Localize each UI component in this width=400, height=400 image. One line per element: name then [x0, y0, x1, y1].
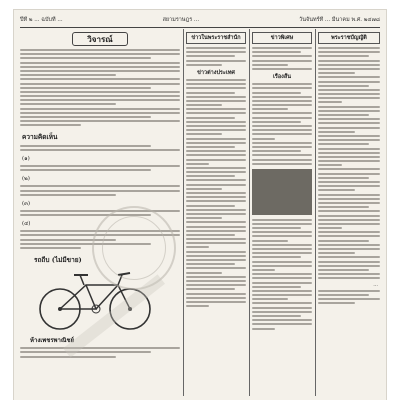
- text-line: [252, 108, 288, 110]
- text-line: [186, 284, 246, 286]
- text-line: [20, 53, 180, 55]
- opinion-title: ความคิดเห็น: [22, 133, 58, 142]
- text-line: [318, 181, 380, 183]
- text-line: [318, 215, 380, 217]
- column-divider: [315, 29, 316, 396]
- text-line: [186, 267, 246, 269]
- text-line: [186, 79, 246, 81]
- text-line: [318, 168, 380, 170]
- masthead-right: วันจันทร์ที่ ... มีนาคม พ.ศ. ๒๔๗๘: [299, 17, 380, 23]
- text-line: [252, 231, 312, 233]
- text-line: [252, 163, 312, 165]
- text-line: [318, 173, 380, 175]
- text-line: [186, 276, 246, 278]
- newspaper-page: [14, 10, 386, 400]
- text-line: [252, 311, 312, 313]
- text-line: [20, 57, 151, 59]
- text-line: [252, 261, 312, 263]
- text-line: [186, 221, 246, 223]
- text-line: [20, 356, 116, 358]
- text-line: [252, 159, 312, 161]
- text-line: [186, 301, 246, 303]
- text-line: [252, 154, 312, 156]
- text-line: [318, 177, 369, 179]
- text-line: [186, 196, 246, 198]
- text-line: [186, 55, 235, 57]
- text-line: [318, 160, 380, 162]
- text-line: [252, 273, 312, 275]
- masthead-center: สยามราษฎร ...: [162, 17, 200, 23]
- opinion-item-label: (๑): [22, 155, 30, 162]
- text-line: [186, 142, 246, 144]
- text-line: [186, 138, 246, 140]
- text-line: [20, 124, 81, 126]
- column-divider: [249, 29, 250, 396]
- text-line: [20, 165, 180, 167]
- text-line: [20, 347, 180, 349]
- text-line: [20, 108, 180, 110]
- text-line: [252, 96, 312, 98]
- text-line: [318, 89, 380, 91]
- text-line: [252, 307, 312, 309]
- column-c-text-lower: [252, 219, 312, 330]
- text-line: [318, 143, 369, 145]
- text-line: [318, 206, 369, 208]
- text-line: [186, 146, 235, 148]
- text-line: [252, 129, 312, 131]
- text-line: [318, 210, 380, 212]
- text-line: [318, 277, 380, 279]
- text-line: [318, 131, 355, 133]
- text-line: [318, 265, 380, 267]
- text-line: [186, 167, 246, 169]
- text-line: [252, 277, 312, 279]
- text-line: [252, 235, 312, 237]
- text-line: [252, 55, 312, 57]
- text-line: [20, 78, 180, 80]
- text-line: [318, 55, 369, 57]
- text-line: [318, 194, 380, 196]
- text-line: [318, 152, 380, 154]
- text-line: [318, 202, 380, 204]
- column-b-sub-title: ข่าวต่างประเทศ: [197, 69, 235, 76]
- text-line: [318, 244, 380, 246]
- text-line: [318, 139, 380, 141]
- text-line: [20, 74, 116, 76]
- column-d-box-title: พระราชบัญญัติ: [318, 32, 380, 44]
- text-line: [20, 120, 180, 122]
- text-line: [252, 269, 275, 271]
- text-line: [318, 101, 342, 103]
- text-line: [252, 286, 301, 288]
- text-line: [252, 68, 312, 70]
- text-line: [252, 112, 312, 114]
- text-line: [318, 290, 380, 292]
- text-line: [318, 51, 380, 53]
- text-line: [186, 305, 209, 307]
- text-line: [318, 118, 380, 120]
- text-line: [20, 99, 180, 101]
- text-line: [20, 247, 81, 249]
- text-line: [318, 189, 355, 191]
- text-line: [252, 319, 312, 321]
- text-line: [318, 47, 380, 49]
- text-line: [318, 156, 380, 158]
- text-line: [318, 81, 380, 83]
- text-line: [252, 315, 301, 317]
- opinion-item-label: (๓): [22, 200, 31, 207]
- text-line: [186, 234, 235, 236]
- text-line: [186, 293, 246, 295]
- text-line: [20, 145, 151, 147]
- text-line: [186, 121, 246, 123]
- text-line: [318, 240, 369, 242]
- text-line: [318, 106, 380, 108]
- text-line: [186, 272, 222, 274]
- text-line: [186, 96, 246, 98]
- text-line: [318, 72, 355, 74]
- text-line: [318, 198, 380, 200]
- text-line: [20, 95, 180, 97]
- text-line: [318, 298, 380, 300]
- text-line: [20, 62, 180, 64]
- text-line: [252, 240, 288, 242]
- column-c: [252, 30, 312, 396]
- text-line: [318, 93, 380, 95]
- text-line: [318, 127, 380, 129]
- opinion-item-label: (๒): [22, 176, 30, 183]
- text-line: [186, 83, 246, 85]
- text-line: [252, 294, 312, 296]
- text-line: [20, 66, 180, 68]
- text-line: [252, 328, 275, 330]
- text-line: [252, 125, 312, 127]
- text-line: [186, 259, 246, 261]
- text-line: [186, 188, 222, 190]
- text-line: [20, 169, 151, 171]
- text-line: [186, 238, 246, 240]
- text-line: [186, 163, 209, 165]
- text-line: [186, 129, 246, 131]
- text-line: [20, 194, 116, 196]
- text-line: [186, 108, 246, 110]
- text-line: [252, 104, 312, 106]
- text-line: [318, 122, 380, 124]
- text-line: [252, 146, 312, 148]
- text-line: [186, 209, 246, 211]
- text-line: [252, 252, 312, 254]
- editorial-title: วิจารณ์: [72, 32, 128, 46]
- text-line: [252, 121, 301, 123]
- text-line: [318, 219, 380, 221]
- text-line: [318, 114, 369, 116]
- text-line: [186, 92, 235, 94]
- text-line: [318, 148, 380, 150]
- text-line: [252, 219, 312, 221]
- text-line: [186, 150, 246, 152]
- text-line: [20, 190, 180, 192]
- text-line: [186, 133, 222, 135]
- masthead-rule: [20, 27, 380, 28]
- text-line: [186, 242, 246, 244]
- text-line: [186, 100, 246, 102]
- column-c-box-title: ข่าวพิเศษ: [252, 32, 312, 44]
- opinion-item-label: (๔): [22, 221, 31, 228]
- text-line: [20, 351, 151, 353]
- column-d-text: [318, 47, 380, 279]
- text-line: [252, 100, 312, 102]
- text-line: [318, 85, 369, 87]
- text-line: [318, 110, 380, 112]
- column-d: [318, 30, 380, 396]
- text-line: [318, 261, 380, 263]
- bicycle-ad-title: รถถีบ (ไม่มีขาย): [34, 256, 82, 264]
- text-line: [20, 149, 180, 151]
- text-line: [318, 76, 380, 78]
- text-line: [20, 103, 116, 105]
- text-line: [252, 142, 312, 144]
- text-line: [20, 91, 180, 93]
- column-c-text: [252, 83, 312, 165]
- text-line: [186, 230, 246, 232]
- text-line: [252, 117, 312, 119]
- text-line: [252, 47, 312, 49]
- text-line: [20, 70, 180, 72]
- text-line: [318, 235, 380, 237]
- masthead: [20, 13, 380, 27]
- text-line: [318, 135, 380, 137]
- text-line: [186, 297, 246, 299]
- text-line: [186, 171, 246, 173]
- text-line: [186, 226, 246, 228]
- text-line: [252, 265, 312, 267]
- text-line: [186, 112, 246, 114]
- text-line: [20, 83, 180, 85]
- text-line: [186, 288, 235, 290]
- text-line: [318, 273, 380, 275]
- text-line: [186, 255, 246, 257]
- column-d-signature: ...: [373, 281, 378, 288]
- text-line: [20, 185, 180, 187]
- column-b-box-title: ข่าวในพระราชสำนัก: [186, 32, 246, 44]
- text-line: [186, 64, 222, 66]
- text-line: [318, 227, 342, 229]
- text-line: [186, 60, 246, 62]
- text-line: [252, 87, 312, 89]
- text-line: [186, 87, 246, 89]
- text-line: [186, 159, 246, 161]
- text-line: [186, 246, 209, 248]
- text-line: [252, 227, 301, 229]
- text-line: [186, 280, 246, 282]
- text-line: [252, 150, 301, 152]
- text-line: [186, 179, 246, 181]
- text-line: [186, 251, 246, 253]
- text-line: [186, 51, 246, 53]
- text-line: [252, 244, 312, 246]
- text-line: [318, 223, 380, 225]
- text-line: [252, 64, 288, 66]
- text-line: [318, 60, 380, 62]
- text-line: [252, 282, 312, 284]
- text-line: [252, 323, 312, 325]
- text-line: [318, 256, 380, 258]
- text-line: [186, 184, 246, 186]
- text-line: [186, 117, 235, 119]
- text-line: [186, 47, 246, 49]
- text-line: [186, 104, 222, 106]
- text-line: [20, 116, 151, 118]
- text-line: [186, 217, 222, 219]
- text-line: [318, 164, 342, 166]
- text-line: [318, 185, 380, 187]
- text-line: [318, 252, 355, 254]
- text-line: [186, 175, 235, 177]
- text-line: [252, 138, 275, 140]
- text-line: [318, 97, 380, 99]
- text-line: [252, 83, 312, 85]
- text-line: [252, 92, 301, 94]
- text-line: [252, 51, 301, 53]
- column-b-text: [186, 79, 246, 307]
- text-line: [186, 213, 246, 215]
- shop-name: ห้างเพชรพาณิชย์: [30, 337, 75, 344]
- text-line: [252, 223, 312, 225]
- text-line: [20, 49, 180, 51]
- editorial-text: [20, 49, 180, 126]
- text-line: [186, 125, 246, 127]
- stamp-watermark: [92, 206, 176, 290]
- text-line: [20, 87, 151, 89]
- text-line: [252, 256, 301, 258]
- text-line: [252, 298, 288, 300]
- text-line: [318, 269, 369, 271]
- text-line: [186, 263, 235, 265]
- text-line: [186, 205, 235, 207]
- text-line: [318, 231, 380, 233]
- text-line: [318, 68, 380, 70]
- text-line: [186, 154, 246, 156]
- text-line: [186, 200, 246, 202]
- text-line: [186, 192, 246, 194]
- text-line: [318, 248, 380, 250]
- column-c-sub-title: เรื่องสั้น: [273, 73, 291, 80]
- masthead-left: ปีที่ ๒ ... ฉบับที่ ...: [20, 17, 63, 23]
- text-line: [20, 112, 180, 114]
- column-b: [186, 30, 246, 396]
- text-line: [252, 248, 312, 250]
- text-line: [252, 290, 312, 292]
- text-line: [252, 60, 312, 62]
- text-line: [318, 294, 369, 296]
- text-line: [318, 302, 355, 304]
- news-photo: [252, 169, 312, 215]
- text-line: [252, 302, 312, 304]
- column-divider: [183, 29, 184, 396]
- text-line: [318, 64, 380, 66]
- text-line: [252, 133, 312, 135]
